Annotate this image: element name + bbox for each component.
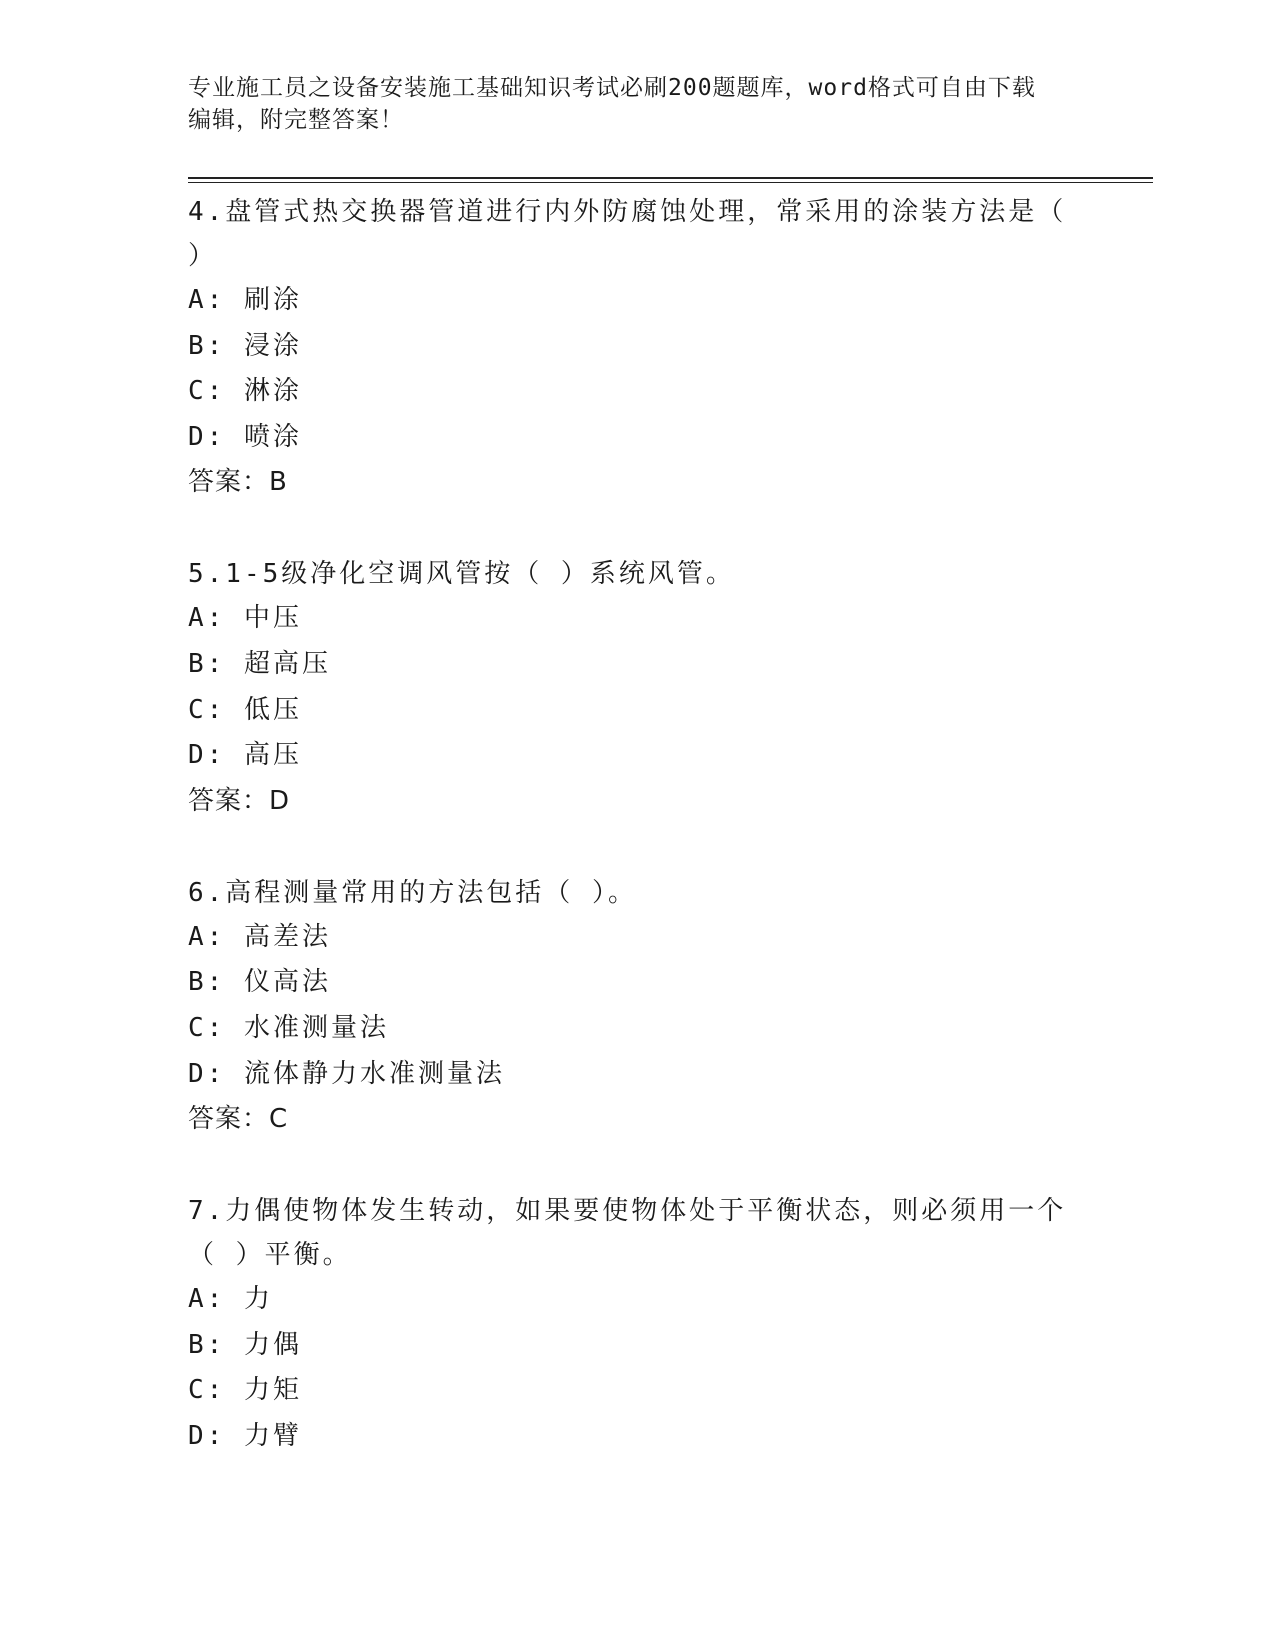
question-stem: 4.盘管式热交换器管道进行内外防腐蚀处理，常采用的涂装方法是（ <box>188 197 1067 227</box>
option-a: A: 中压 <box>188 603 302 634</box>
question-spacer <box>188 1142 1088 1189</box>
option-c: C: 力矩 <box>188 1375 302 1406</box>
option-b: B: 超高压 <box>188 648 331 679</box>
option-d: D: 高压 <box>188 740 302 771</box>
question-spacer <box>188 505 1088 552</box>
option-b: B: 浸涂 <box>188 330 302 361</box>
answer-line: 答案：C <box>188 1104 289 1135</box>
option-d: D: 力臂 <box>188 1420 302 1451</box>
option-c: C: 低压 <box>188 694 302 725</box>
answer-line: 答案：B <box>188 467 288 498</box>
option-d: D: 喷涂 <box>188 421 302 452</box>
question-stem: 5.1-5级净化空调风管按（ ）系统风管。 <box>188 559 735 590</box>
question-item <box>188 1189 1088 1459</box>
option-b: B: 力偶 <box>188 1329 302 1360</box>
header-divider-thin <box>188 182 1153 183</box>
question-item <box>188 190 1088 505</box>
question-stem-continued: （ ）平衡。 <box>188 1240 352 1271</box>
question-stem: 6.高程测量常用的方法包括（ ）。 <box>188 877 637 908</box>
header-divider <box>188 177 1153 179</box>
option-b: B: 仪高法 <box>188 967 331 998</box>
question-spacer <box>188 824 1088 871</box>
question-stem: 7.力偶使物体发生转动，如果要使物体处于平衡状态，则必须用一个 <box>188 1196 1067 1227</box>
option-c: C: 淋涂 <box>188 376 302 407</box>
header-line-2: 编辑，附完整答案！ <box>188 107 404 133</box>
option-c: C: 水准测量法 <box>188 1012 389 1043</box>
document-header <box>188 72 1088 136</box>
header-line-1: 专业施工员之设备安装施工基础知识考试必刷200题题库，word格式可自由下载 <box>188 75 1036 101</box>
question-item <box>188 552 1088 823</box>
answer-line: 答案：D <box>188 785 291 816</box>
question-stem-continued: ） <box>188 241 218 271</box>
option-a: A: 高差法 <box>188 921 331 952</box>
option-a: A: 刷涂 <box>188 285 302 315</box>
question-list <box>188 190 1088 1460</box>
option-a: A: 力 <box>188 1284 273 1315</box>
option-d: D: 流体静力水准测量法 <box>188 1058 505 1089</box>
question-item <box>188 871 1088 1142</box>
